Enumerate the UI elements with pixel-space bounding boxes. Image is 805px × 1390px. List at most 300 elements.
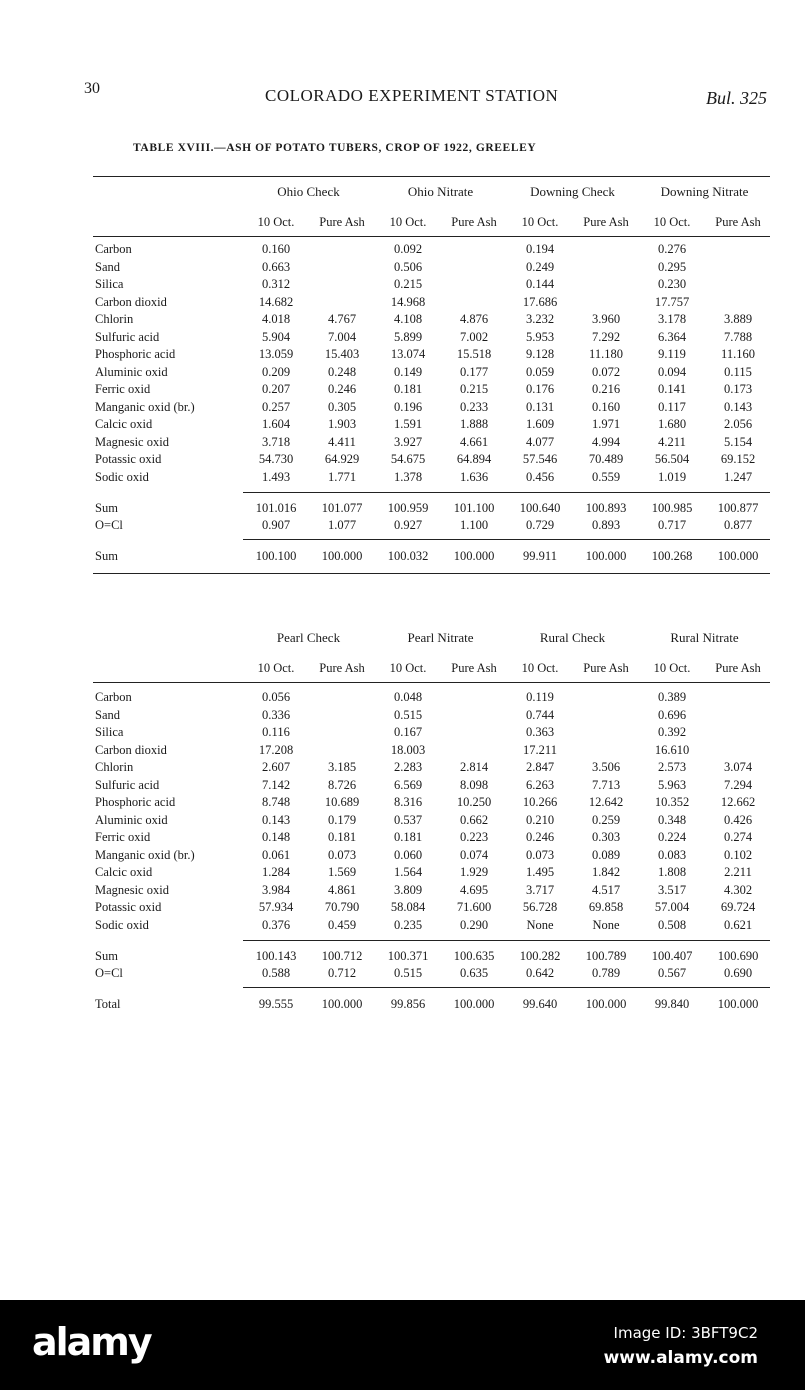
table-cell: 1.929 [459, 865, 489, 879]
table-cell: 1.100 [459, 518, 489, 532]
table-cell: 0.276 [657, 242, 687, 256]
table-cell: 0.073 [327, 847, 357, 862]
table-cell: 14.682 [258, 294, 294, 309]
table-cell: 100.268 [651, 549, 693, 563]
table-cell: 4.077 [525, 434, 555, 449]
table-cell: 0.515 [393, 707, 423, 722]
table-cell: 7.788 [723, 329, 753, 344]
page-number: 30 [84, 80, 100, 97]
table-cell: 0.210 [525, 812, 555, 827]
table-cell: 1.493 [261, 469, 291, 484]
row-label: Chlorin [95, 312, 134, 326]
table-row [93, 865, 770, 882]
column-group-header: Ohio Check [277, 184, 340, 199]
table-cell: 5.154 [723, 434, 753, 449]
table-cell: 100.000 [717, 549, 759, 563]
table-cell: 0.744 [525, 707, 555, 722]
table-row [93, 725, 770, 742]
table-cell: 70.489 [588, 452, 624, 466]
table-cell: 0.559 [591, 469, 621, 484]
table-cell: 0.160 [591, 399, 621, 414]
table-cell: 0.061 [261, 847, 291, 862]
table-title: TABLE XVIII.—ASH OF POTATO TUBERS, CROP OF 1922, GREELEY [133, 142, 537, 154]
table-cell: 1.564 [393, 865, 423, 879]
row-label: Magnesic oxid [95, 434, 169, 449]
table-row [93, 883, 770, 900]
column-subheader: Pure Ash [451, 215, 497, 229]
table-cell: 0.235 [393, 917, 423, 932]
table-cell: 0.072 [591, 364, 621, 379]
table-cell: 1.495 [525, 865, 555, 879]
table-cell: 100.712 [321, 949, 363, 963]
table-cell: 6.569 [393, 777, 423, 792]
table-cell: 5.904 [261, 329, 291, 344]
column-group-header: Downing Nitrate [660, 184, 749, 199]
table-cell: 1.247 [723, 469, 753, 484]
table-cell: 100.282 [519, 949, 561, 963]
table-cell: 100.635 [453, 949, 495, 963]
sum-rule [243, 940, 770, 941]
table-row [93, 452, 770, 469]
table-cell: 100.877 [717, 501, 759, 515]
table-cell: 100.000 [717, 997, 759, 1011]
table-cell: 7.294 [723, 777, 753, 792]
table-cell: 0.196 [393, 399, 423, 414]
table-row [93, 518, 770, 535]
ash-table-1 [93, 176, 770, 586]
table-cell: 0.348 [657, 812, 687, 827]
column-subheader: Pure Ash [583, 215, 629, 229]
table-row [93, 242, 770, 259]
table-row [93, 966, 770, 983]
table-cell: 10.250 [456, 795, 492, 809]
table-cell: 17.686 [522, 294, 558, 309]
table-cell: 17.208 [258, 742, 294, 757]
table-cell: 5.963 [657, 777, 687, 792]
table-cell: 1.771 [327, 469, 357, 484]
table-cell: 1.378 [393, 469, 423, 484]
row-label: Sodic oxid [95, 469, 149, 484]
table-cell: 2.211 [724, 865, 752, 879]
table-cell: 0.696 [657, 707, 687, 722]
table-cell: 0.274 [723, 830, 753, 844]
row-label: Sodic oxid [95, 917, 149, 932]
table-cell: 99.555 [258, 997, 294, 1011]
row-label: Ferric oxid [95, 830, 151, 844]
table-cell: 1.971 [591, 417, 621, 431]
column-subheader: 10 Oct. [653, 661, 691, 675]
table-cell: 0.176 [525, 382, 555, 396]
row-label: Carbon [95, 690, 132, 704]
table-row [93, 778, 770, 795]
total-rule [243, 539, 770, 540]
table-row [93, 690, 770, 707]
row-label: O=Cl [95, 518, 123, 532]
table-cell: 100.959 [387, 501, 429, 515]
table-cell: 0.662 [459, 812, 489, 827]
table-cell: 0.074 [459, 847, 489, 862]
table-cell: 18.003 [390, 742, 426, 757]
column-subheader: Pure Ash [319, 215, 365, 229]
table-cell: None [592, 917, 620, 932]
table-cell: 100.000 [585, 997, 627, 1011]
table-row [93, 900, 770, 917]
column-subheader: 10 Oct. [257, 215, 295, 229]
table-cell: 4.108 [393, 312, 423, 326]
table-cell: 1.604 [261, 417, 291, 431]
table-cell: 9.119 [658, 347, 686, 361]
table-cell: 57.934 [258, 900, 294, 914]
table-cell: 1.680 [657, 417, 687, 431]
sum-rule [243, 492, 770, 493]
table-cell: 10.352 [654, 795, 690, 809]
table-cell: 0.290 [459, 917, 489, 932]
table-cell: 3.506 [591, 760, 621, 774]
table-cell: 7.142 [261, 777, 291, 792]
table-cell: 71.600 [456, 900, 492, 914]
table-cell: 3.185 [327, 760, 357, 774]
table-cell: 0.177 [459, 364, 489, 379]
column-group-header: Downing Check [530, 184, 615, 199]
table-cell: 1.591 [393, 417, 423, 431]
table-cell: 8.316 [393, 795, 423, 809]
table-cell: 0.149 [393, 364, 423, 379]
table-cell: 1.903 [327, 417, 357, 431]
table-cell: 100.100 [255, 549, 297, 563]
table-cell: 0.094 [657, 364, 687, 379]
alamy-logo: alamy [32, 1320, 151, 1364]
row-label: Silica [95, 725, 124, 739]
table-cell: 100.640 [519, 501, 561, 515]
table-row [93, 848, 770, 865]
table-row [93, 277, 770, 294]
table-cell: 4.517 [591, 882, 621, 897]
table-cell: 12.662 [720, 795, 756, 809]
table-row [93, 382, 770, 399]
table-cell: 64.894 [456, 452, 492, 466]
table-cell: 0.248 [327, 364, 357, 379]
row-label: Sulfuric acid [95, 777, 160, 792]
row-label: Chlorin [95, 760, 134, 774]
table-cell: 11.180 [589, 347, 623, 361]
row-label: Ferric oxid [95, 382, 151, 396]
column-subheader: 10 Oct. [521, 661, 559, 675]
table-cell: 99.840 [654, 997, 690, 1011]
table-cell: 4.876 [459, 312, 489, 326]
table-cell: 100.985 [651, 501, 693, 515]
table-cell: 4.302 [723, 882, 753, 897]
table-cell: 15.518 [456, 347, 492, 361]
table-cell: 3.984 [261, 882, 291, 897]
column-group-header: Pearl Check [276, 630, 341, 645]
column-group-header: Ohio Nitrate [407, 184, 474, 199]
table-cell: 0.456 [525, 469, 555, 484]
table-cell: 7.292 [591, 329, 621, 344]
table-cell: 3.809 [393, 882, 423, 897]
table-row [93, 743, 770, 760]
table-cell: 1.636 [459, 469, 489, 484]
row-label: Total [95, 997, 121, 1011]
table-cell: 100.000 [585, 549, 627, 563]
table-cell: 100.371 [387, 949, 429, 963]
table-cell: 0.143 [723, 399, 753, 414]
watermark-bar [0, 1300, 805, 1390]
table-cell: 0.305 [327, 399, 357, 414]
table-cell: 0.389 [657, 690, 687, 704]
table-row [93, 918, 770, 935]
table-cell: 0.173 [723, 382, 753, 396]
row-label: Phosphoric acid [95, 347, 176, 361]
table-cell: 0.717 [657, 518, 687, 532]
table-row [93, 549, 770, 566]
table-cell: 0.363 [525, 725, 555, 739]
table-cell: 100.893 [585, 501, 627, 515]
table-row [93, 347, 770, 364]
table-cell: 4.695 [459, 882, 489, 897]
table-row [93, 760, 770, 777]
table-cell: 0.257 [261, 399, 291, 414]
table-cell: 0.092 [393, 242, 423, 256]
table-cell: 70.790 [324, 900, 360, 914]
table-cell: 100.000 [453, 997, 495, 1011]
table-cell: 15.403 [324, 347, 360, 361]
column-subheader: 10 Oct. [389, 661, 427, 675]
table-cell: None [526, 917, 554, 932]
table-cell: 10.689 [324, 795, 360, 809]
table-cell: 3.178 [657, 312, 687, 326]
row-label: Potassic oxid [95, 452, 162, 466]
table-cell: 0.392 [657, 725, 687, 739]
table-cell: 0.927 [393, 518, 423, 532]
table-cell: 2.056 [723, 417, 753, 431]
table-cell: 4.411 [328, 434, 356, 449]
table-cell: 0.207 [261, 382, 291, 396]
table-cell: 0.102 [723, 847, 753, 862]
row-label: Phosphoric acid [95, 795, 176, 809]
table-cell: 0.426 [723, 812, 753, 827]
table-cell: 0.230 [657, 277, 687, 291]
row-label: Magnesic oxid [95, 882, 169, 897]
table-cell: 56.504 [654, 452, 690, 466]
column-subheader: Pure Ash [715, 215, 761, 229]
table-cell: 8.098 [459, 777, 489, 792]
table-cell: 2.573 [657, 760, 687, 774]
column-subheader: 10 Oct. [653, 215, 691, 229]
row-label: Silica [95, 277, 124, 291]
table-row [93, 501, 770, 518]
table-cell: 100.000 [321, 549, 363, 563]
table-cell: 101.100 [453, 501, 495, 515]
table-cell: 0.160 [261, 242, 291, 256]
table-cell: 0.789 [591, 966, 621, 980]
table-cell: 0.642 [525, 966, 555, 980]
table-cell: 0.621 [723, 917, 753, 932]
table-cell: 4.211 [658, 434, 686, 449]
table-cell: 1.609 [525, 417, 555, 431]
table-cell: 0.224 [657, 830, 687, 844]
row-label: Manganic oxid (br.) [95, 399, 195, 414]
header-rule [93, 236, 770, 237]
table-row [93, 330, 770, 347]
table-cell: 0.216 [591, 382, 621, 396]
table-cell: 7.002 [459, 329, 489, 344]
table-cell: 5.953 [525, 329, 555, 344]
table-cell: 0.690 [723, 966, 753, 980]
table-cell: 0.083 [657, 847, 687, 862]
table-cell: 3.889 [723, 312, 753, 326]
bulletin-number: Bul. 325 [706, 88, 767, 108]
table-row [93, 417, 770, 434]
table-cell: 0.143 [261, 812, 291, 827]
column-group-header: Rural Nitrate [670, 630, 739, 645]
row-label: Potassic oxid [95, 900, 162, 914]
header-rule [93, 682, 770, 683]
table-cell: 0.588 [261, 966, 291, 980]
table-cell: 4.994 [591, 434, 621, 449]
table-cell: 0.907 [261, 518, 291, 532]
table-cell: 0.246 [327, 382, 357, 396]
table-cell: 0.141 [657, 382, 687, 396]
table-cell: 0.233 [459, 399, 489, 414]
running-title: COLORADO EXPERIMENT STATION [265, 86, 559, 105]
row-label: Sum [95, 949, 118, 963]
table-cell: 0.303 [591, 830, 621, 844]
row-label: Aluminic oxid [95, 812, 168, 827]
table-cell: 0.181 [393, 382, 423, 396]
row-label: Calcic oxid [95, 417, 153, 431]
table-cell: 8.726 [327, 777, 357, 792]
table-cell: 0.893 [591, 518, 621, 532]
column-subheader: Pure Ash [451, 661, 497, 675]
table-row [93, 997, 770, 1014]
table-cell: 54.675 [390, 452, 426, 466]
table-cell: 0.567 [657, 966, 687, 980]
top-rule [93, 176, 770, 177]
table-cell: 5.899 [393, 329, 423, 344]
ash-table-2 [93, 622, 770, 1022]
table-cell: 58.084 [390, 900, 426, 914]
row-label: Carbon dioxid [95, 294, 167, 309]
table-row [93, 260, 770, 277]
row-label: O=Cl [95, 966, 123, 980]
table-cell: 1.077 [327, 518, 357, 532]
table-cell: 0.877 [723, 518, 753, 532]
row-label: Sum [95, 501, 118, 515]
table-cell: 0.515 [393, 966, 423, 980]
table-cell: 0.249 [525, 259, 555, 274]
row-label: Sum [95, 549, 118, 563]
table-cell: 100.032 [387, 549, 429, 563]
table-cell: 0.060 [393, 847, 423, 862]
table-cell: 1.284 [261, 865, 291, 879]
table-cell: 7.713 [591, 777, 621, 792]
table-cell: 7.004 [327, 329, 357, 344]
table-cell: 0.073 [525, 847, 555, 862]
table-cell: 0.056 [261, 690, 291, 704]
table-cell: 3.517 [657, 882, 687, 897]
table-cell: 10.266 [522, 795, 558, 809]
table-cell: 13.074 [390, 347, 426, 361]
table-cell: 54.730 [258, 452, 294, 466]
row-label: Calcic oxid [95, 865, 153, 879]
table-cell: 0.223 [459, 830, 489, 844]
table-cell: 17.757 [654, 294, 690, 309]
table-cell: 0.635 [459, 966, 489, 980]
table-row [93, 470, 770, 487]
table-cell: 0.119 [526, 690, 554, 704]
row-label: Sand [95, 707, 120, 722]
table-cell: 0.209 [261, 364, 291, 379]
table-cell: 2.814 [459, 760, 489, 774]
table-row [93, 312, 770, 329]
table-cell: 3.074 [723, 760, 753, 774]
table-cell: 8.748 [261, 795, 291, 809]
table-cell: 0.181 [327, 830, 357, 844]
table-cell: 3.717 [525, 882, 555, 897]
table-cell: 0.729 [525, 518, 555, 532]
table-cell: 69.858 [588, 900, 624, 914]
table-cell: 0.376 [261, 917, 291, 932]
table-row [93, 795, 770, 812]
table-row [93, 365, 770, 382]
table-row [93, 400, 770, 417]
table-row [93, 830, 770, 847]
table-cell: 100.407 [651, 949, 693, 963]
table-cell: 2.283 [393, 760, 423, 774]
table-cell: 56.728 [522, 900, 558, 914]
image-id: Image ID: 3BFT9C2 [613, 1324, 758, 1342]
table-cell: 6.364 [657, 329, 687, 344]
table-cell: 101.016 [255, 501, 297, 515]
table-cell: 17.211 [523, 742, 557, 757]
table-cell: 9.128 [525, 347, 555, 361]
table-cell: 57.004 [654, 900, 690, 914]
table-cell: 0.336 [261, 707, 291, 722]
table-cell: 0.117 [658, 399, 686, 414]
table-cell: 0.215 [393, 277, 423, 291]
table-cell: 69.152 [720, 452, 756, 466]
table-cell: 13.059 [258, 347, 294, 361]
table-cell: 1.019 [657, 469, 687, 484]
row-label: Sulfuric acid [95, 329, 160, 344]
table-cell: 100.690 [717, 949, 759, 963]
table-row [93, 708, 770, 725]
table-cell: 0.506 [393, 259, 423, 274]
table-cell: 1.808 [657, 865, 687, 879]
table-cell: 0.663 [261, 259, 291, 274]
table-row [93, 949, 770, 966]
column-subheader: Pure Ash [715, 661, 761, 675]
table-cell: 0.312 [261, 277, 291, 291]
row-label: Sand [95, 259, 120, 274]
total-rule [243, 987, 770, 988]
table-cell: 100.789 [585, 949, 627, 963]
table-cell: 3.232 [525, 312, 555, 326]
table-cell: 11.160 [721, 347, 755, 361]
table-cell: 69.724 [720, 900, 756, 914]
table-cell: 64.929 [324, 452, 360, 466]
table-cell: 0.116 [262, 725, 290, 739]
table-cell: 100.143 [255, 949, 297, 963]
table-cell: 1.842 [591, 865, 621, 879]
table-cell: 3.960 [591, 312, 621, 326]
column-subheader: 10 Oct. [257, 661, 295, 675]
table-cell: 0.089 [591, 847, 621, 862]
table-cell: 100.000 [453, 549, 495, 563]
table-cell: 99.911 [523, 549, 557, 563]
table-cell: 0.194 [525, 242, 555, 256]
table-cell: 1.888 [459, 417, 489, 431]
